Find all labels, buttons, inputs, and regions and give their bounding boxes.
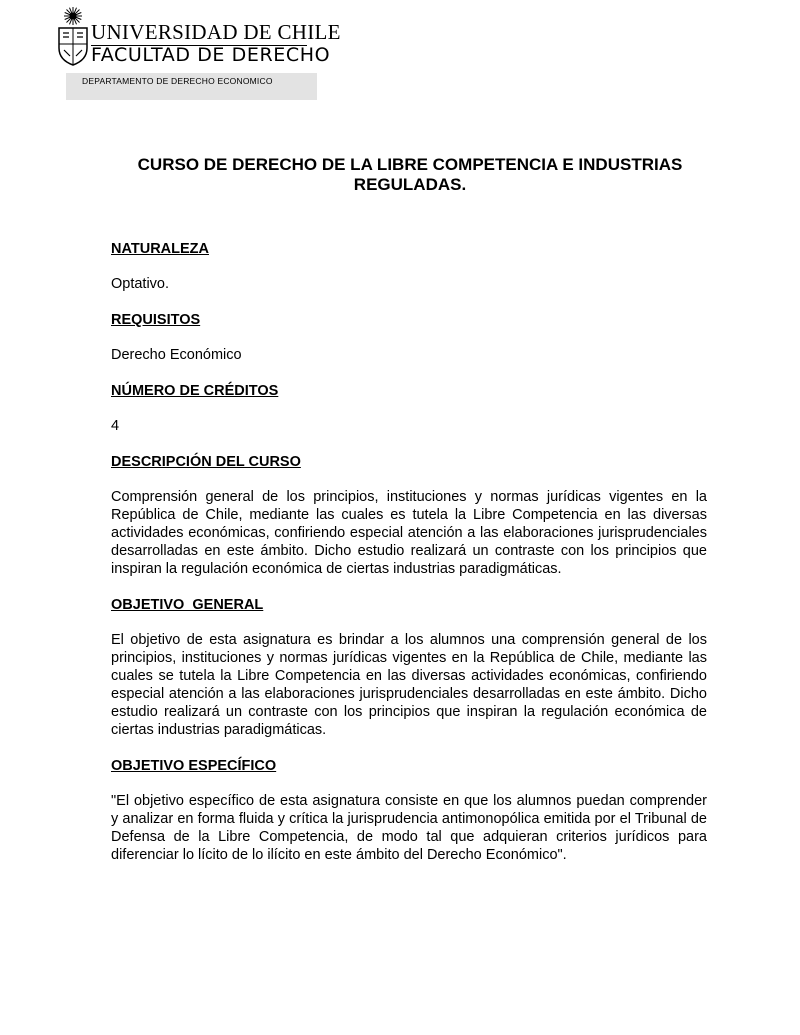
university-seal-icon	[55, 6, 91, 68]
course-title: CURSO DE DERECHO DE LA LIBRE COMPETENCIA E INDUSTRIAS REGULADAS.	[137, 155, 683, 194]
section-body-requisitos: Derecho Económico	[111, 347, 242, 363]
university-name: UNIVERSIDAD DE CHILE	[91, 20, 341, 44]
section-heading-creditos: NÚMERO DE CRÉDITOS	[111, 383, 279, 399]
section-body-creditos: 4	[111, 418, 120, 434]
faculty-name: FACULTAD DE DERECHO	[91, 44, 331, 66]
section-heading-objetivo-general: OBJETIVO GENERAL	[111, 597, 264, 613]
course-content	[111, 240, 707, 882]
section-body-objetivo-general: El objetivo de esta asignatura es brindar a los alumnos una comprensión general de los principios, instituciones y normas jurídicas vigentes en la República de Chile, mediante las cuales se tutela la Libre Competencia en las diversas actividades económicas, confiriendo especial atención a las elaboraciones jurisprudenciales desarrolladas en este ámbito. Dicho estudio realizará un contraste con los principios que inspiran la regulación económica de ciertas industrias paradigmáticas.	[111, 632, 707, 738]
section-heading-naturaleza: NATURALEZA	[111, 241, 209, 257]
section-heading-objetivo-especifico: OBJETIVO ESPECÍFICO	[111, 758, 277, 774]
section-body-naturaleza: Optativo.	[111, 276, 170, 292]
department-banner: DEPARTAMENTO DE DERECHO ECONOMICO	[66, 73, 317, 100]
letterhead	[52, 6, 341, 101]
section-heading-descripcion: DESCRIPCIÓN DEL CURSO	[111, 454, 301, 470]
section-body-descripcion: Comprensión general de los principios, instituciones y normas jurídicas vigentes en la República de Chile, mediante las cuales es tutela la Libre Competencia en las diversas actividades económicas, confiriendo especial atención a las elaboraciones jurisprudenciales desarrolladas en este ámbito. Dicho estudio realizará un contraste con los principios que inspiran la regulación económica de ciertas industrias paradigmáticas.	[111, 489, 707, 577]
section-body-objetivo-especifico: "El objetivo específico de esta asignatura consiste en que los alumnos puedan comprender y analizar en forma fluida y crítica la jurisprudencia antimonopólica emitida por el Tribunal de Defensa de la Libre Competencia, de modo tal que adquieran criterios jurídicos para diferenciar lo lícito de lo ilícito en este ámbito del Derecho Económico".	[111, 793, 707, 863]
section-heading-requisitos: REQUISITOS	[111, 312, 201, 328]
